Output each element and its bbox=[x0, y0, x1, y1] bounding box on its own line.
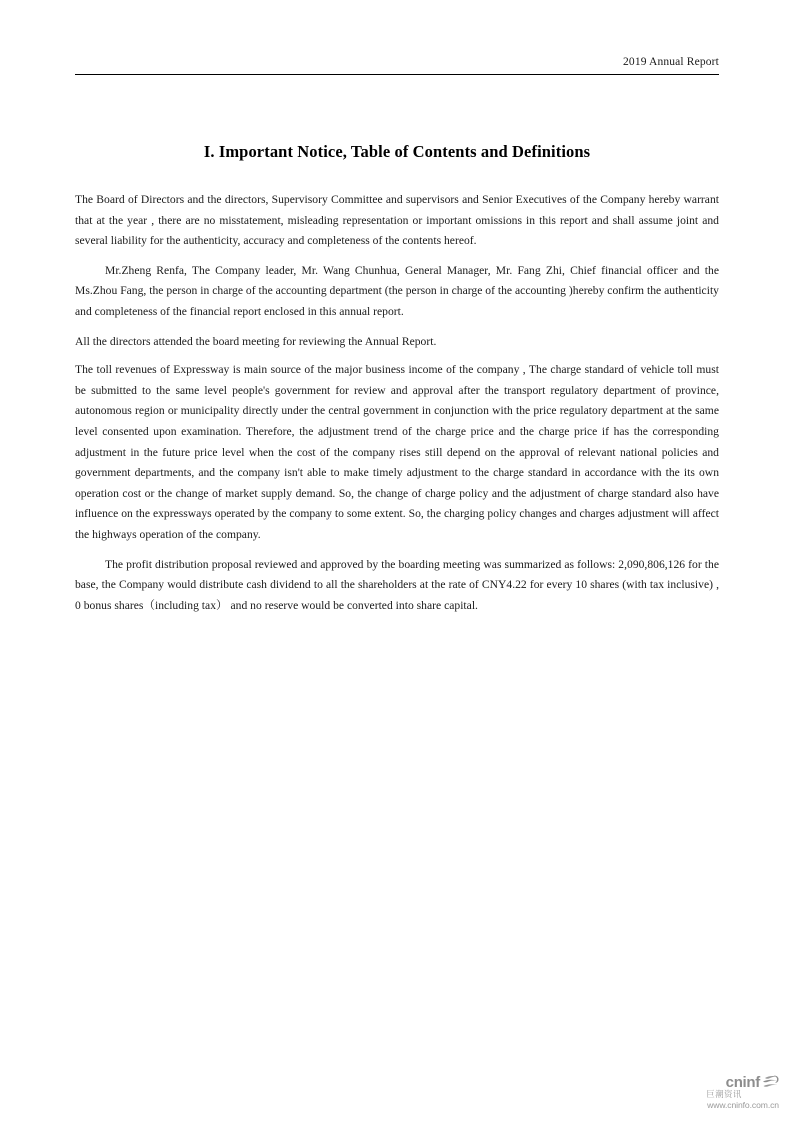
page-header bbox=[75, 52, 719, 71]
page-title: I. Important Notice, Table of Contents and Definitions bbox=[203, 142, 591, 162]
logo-chinese-text: 巨潮资讯 bbox=[706, 1089, 742, 1100]
paragraph-board-warranty: The Board of Directors and the directors, Supervisory Committee and supervisors and Senior Executives of the Company hereby warrant that at the year , there are no misstatement, misleading representation or important omissions in this report and shall assume joint and several liability for the authenticity, accuracy and completeness of the contents hereof. bbox=[75, 193, 719, 248]
logo-wordmark-row bbox=[683, 1075, 779, 1090]
logo-wordmark-text: cninf bbox=[725, 1073, 760, 1091]
logo-url-text: www.cninfo.com.cn bbox=[707, 1100, 779, 1111]
header-divider bbox=[75, 74, 719, 75]
paragraph-toll-revenue-risk: The toll revenues of Expressway is main source of the major business income of the company , The charge standard of vehicle toll must be submitted to the same level people's government for review and approval after the transport regulatory department of province, autonomous region or municipality directly under the central government in conjunction with the price regulatory department at the same level consented upon examination. Therefore, the adjustment trend of the charge price and the charge price if has the corresponding adjustment in the future price level when the cost of the company rises still depend on the approval of relevant national policies and government departments, and the company isn't able to make timely adjustment to the charge standard in accordance with the its own operation cost or the change of market supply demand. So, the change of charge policy and the adjustment of charge standard also have influence on the expressways operated by the company to some extent. So, the charging policy changes and charges adjustment will affect the highways operation of the company. bbox=[75, 363, 719, 541]
paragraph-directors-attendance: All the directors attended the board meeting for reviewing the Annual Report. bbox=[75, 334, 437, 348]
paragraph-officers-confirmation: Mr.Zheng Renfa, The Company leader, Mr. Wang Chunhua, General Manager, Mr. Fang Zhi, Chief financial officer and the Ms.Zhou Fang, the person in charge of the accounting department (the person in charge of the accounting )hereby confirm the authenticity and completeness of the financial report enclosed in this annual report. bbox=[75, 263, 719, 318]
document-body bbox=[75, 190, 719, 616]
swoosh-icon bbox=[762, 1075, 779, 1090]
cninfo-logo bbox=[683, 1075, 779, 1110]
paragraph-profit-distribution: The profit distribution proposal reviewed and approved by the boarding meeting was summarized as follows: 2,090,806,126 for the base, the Company would distribute cash dividend to all the shareholders at the rate of CNY4.22 for every 10 shares (with tax inclusive) , 0 bonus shares（including tax） and no reserve would be converted into share capital. bbox=[75, 557, 719, 612]
header-title: 2019 Annual Report bbox=[623, 56, 719, 68]
